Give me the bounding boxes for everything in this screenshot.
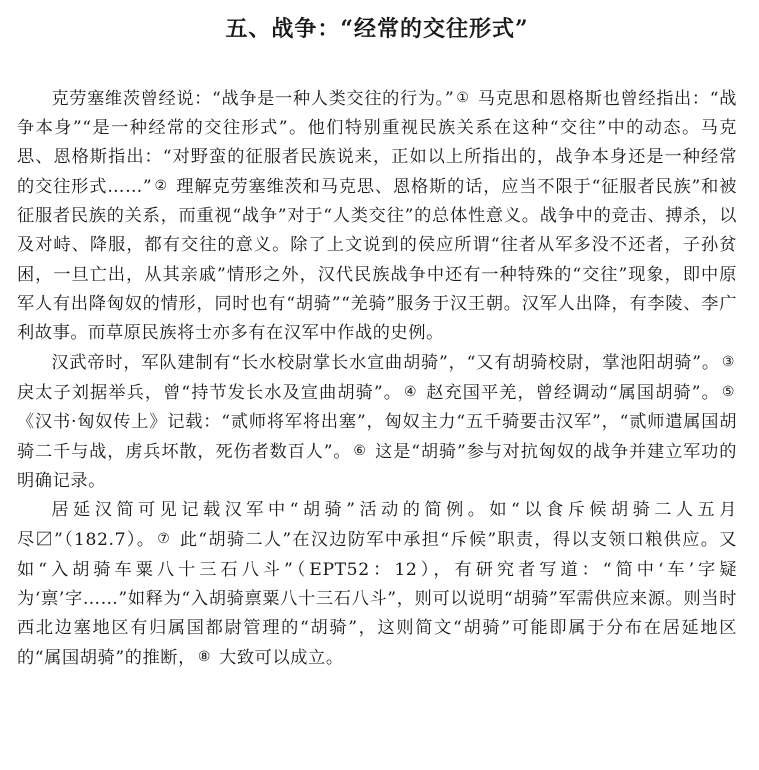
section-title: 五、战争：“经常的交往形式” <box>225 16 529 42</box>
body-text <box>17 84 737 673</box>
text-segment: 赵充国平羌，曾经调动“属国胡骑”。 <box>419 382 720 403</box>
text-segment: 克劳塞维茨曾经说：“战争是一种人类交往的行为。” <box>51 89 455 109</box>
footnote-marker[interactable]: ① <box>456 90 470 106</box>
paragraph <box>17 84 737 348</box>
footnote-marker[interactable]: ④ <box>404 383 418 400</box>
footnote-marker[interactable]: ② <box>154 178 168 195</box>
text-segment: 此“胡骑二人”在汉边防军中承担“斥候”职责，得以支领口粮供应。又如“入胡骑车粟八十三石八斗”（EPT52：12），有研究者写道：“简中‘车’字疑为‘禀’字……”如释为“入胡骑禀粟八十三石八斗”，则可以说明“胡骑”军需供应来源。则当时西北边塞地区有归属国都尉管理的“胡骑”，这则简文“胡骑”可能即属于分布在居延地区的“属国胡骑”的推断， <box>17 530 737 668</box>
text-segment: 马克思和恩格斯也曾经指出：“战争本身”“是一种经常的交往形式”。他们特别重视民族关系在这种“交往”中的动态。马克思、恩格斯指出：“对野蛮的征服者民族说来，正如以上所指出的，战争本身还是一种经常的交往形式……” <box>17 89 737 198</box>
paragraph <box>17 348 737 496</box>
text-segment: 理解克劳塞维茨和马克思、恩格斯的话，应当不限于“征服者民族”和被征服者民族的关系，而重视“战争”对于“人类交往”的总体性意义。战争中的竞击、搏杀，以及对峙、降服，都有交往的意义。除了上文说到的侯应所谓“往者从军多没不还者，子孙贫困，一旦亡出，从其亲戚”情形之外，汉代民族战争中还有一种特殊的“交往”现象，即中原军人有出降匈奴的情形，同时也有“胡骑”“羌骑”服务于汉王朝。汉军人出降，有李陵、李广利故事。而草原民族将士亦多有在汉军中作战的史例。 <box>17 177 738 343</box>
text-segment: 居延汉简可见记载汉军中“胡骑”活动的简例。如“以食斥候胡骑二人五月尽〼”（182.7）。 <box>17 500 737 551</box>
text-segment: 《汉书·匈奴传上》记载：“贰师将军将出塞”，匈奴主力“五千骑要击汉军”，“贰师遣属国胡骑二千与战，虏兵坏散，死伤者数百人”。 <box>17 412 737 463</box>
footnote-marker[interactable]: ③ <box>721 353 735 370</box>
text-segment: 这是“胡骑”参与对抗匈奴的战争并建立军功的明确记录。 <box>17 442 737 492</box>
footnote-marker[interactable]: ⑥ <box>353 443 367 460</box>
text-segment: 戾太子刘据举兵，曾“持节发长水及宣曲胡骑”。 <box>17 382 402 403</box>
footnote-marker[interactable]: ⑤ <box>721 383 736 400</box>
footnote-marker[interactable]: ⑧ <box>197 648 212 665</box>
text-segment: 大致可以成立。 <box>213 647 344 668</box>
paragraph <box>17 496 737 673</box>
text-segment: 汉武帝时，军队建制有“长水校尉掌长水宣曲胡骑”，“又有胡骑校尉，掌池阳胡骑”。 <box>51 352 720 373</box>
footnote-marker[interactable]: ⑦ <box>157 531 172 548</box>
